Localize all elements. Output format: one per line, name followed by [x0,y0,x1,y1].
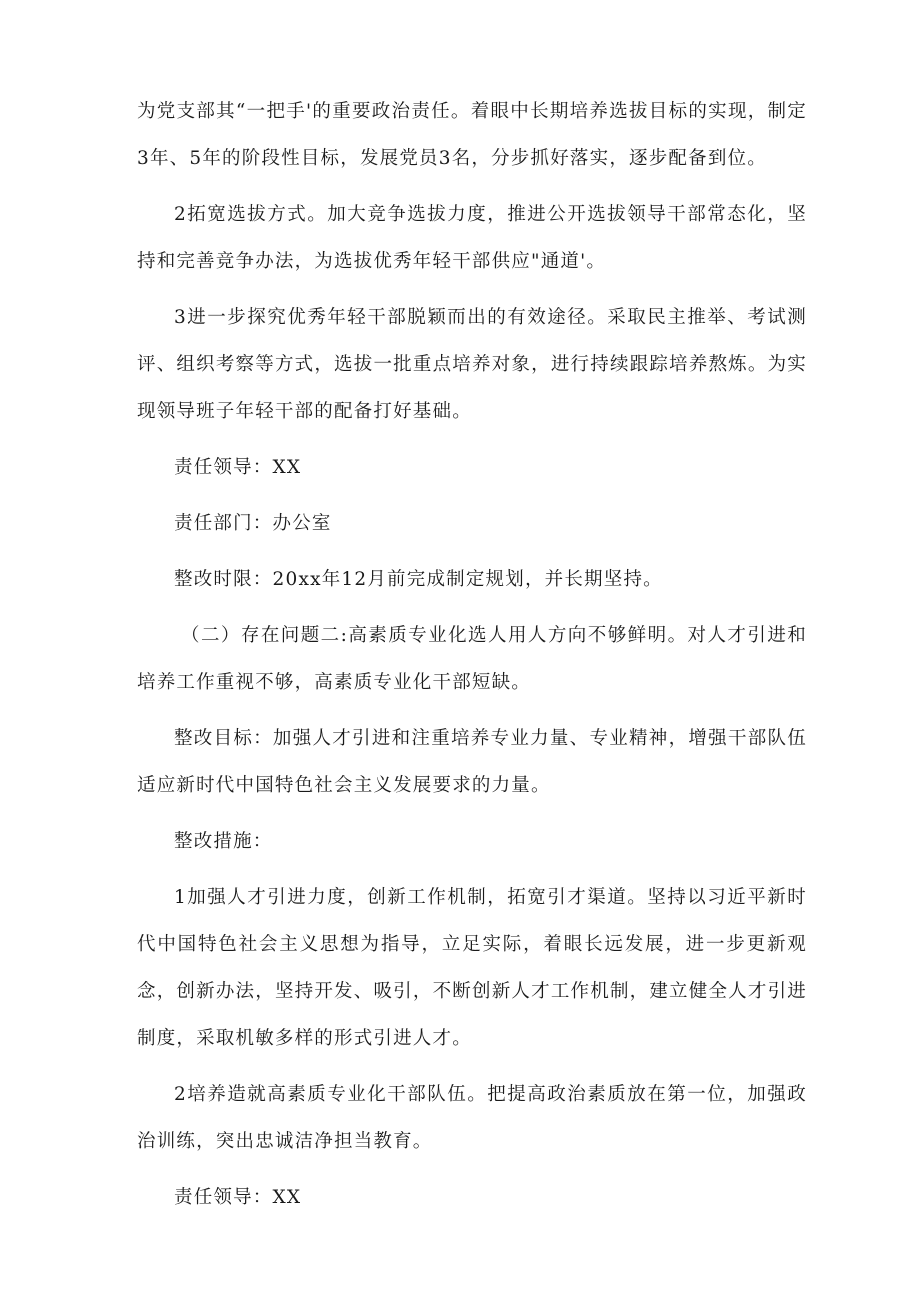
paragraph-measure-2b: 2培养造就高素质专业化干部队伍。把提高政治素质放在第一位，加强政治训练，突出忠诚洁净担当教育。 [137,1084,807,1152]
rectification-measures-heading: 整改措施： [174,831,273,852]
responsible-leader-2: 责任领导：XX [174,1187,302,1208]
rectification-goal: 整改目标：加强人才引进和注重培养专业力量、专业精神，增强干部队伍适应新时代中国特色社会主义发展要求的力量。 [137,728,807,796]
responsible-leader: 责任领导：XX [174,457,302,478]
rectification-deadline: 整改时限：20xx年12月前完成制定规划，并长期坚持。 [174,569,663,590]
paragraph-continuation: 为党支部其“一把手'的重要政治责任。着眼中长期培养选拔目标的实现，制定3年、5年的阶段性目标，发展党员3名，分步抓好落实，逐步配备到位。 [137,101,807,169]
section-problem-two: （二）存在问题二:高素质专业化选人用人方向不够鲜明。对人才引进和培养工作重视不够，高素质专业化干部短缺。 [137,625,807,693]
paragraph-measure-1: 1加强人才引进力度，创新工作机制，拓宽引才渠道。坚持以习近平新时代中国特色社会主义思想为指导，立足实际，着眼长远发展，进一步更新观念，创新办法，坚持开发、吸引，不断创新人才工作机制，建立健全人才引进制度，采取机敏多样的形式引进人才。 [137,887,807,1049]
paragraph-measure-2: 2拓宽选拔方式。加大竞争选拔力度，推进公开选拔领导干部常态化，坚持和完善竞争办法，为选拔优秀年轻干部供应"通道'。 [137,204,807,272]
paragraph-measure-3: 3进一步探究优秀年轻干部脱颖而出的有效途径。采取民主推举、考试测评、组织考察等方式，选拔一批重点培养对象，进行持续跟踪培养熬炼。为实现领导班子年轻干部的配备打好基础。 [137,307,807,422]
document-page [137,88,807,1221]
responsible-department: 责任部门：办公室 [174,513,332,534]
